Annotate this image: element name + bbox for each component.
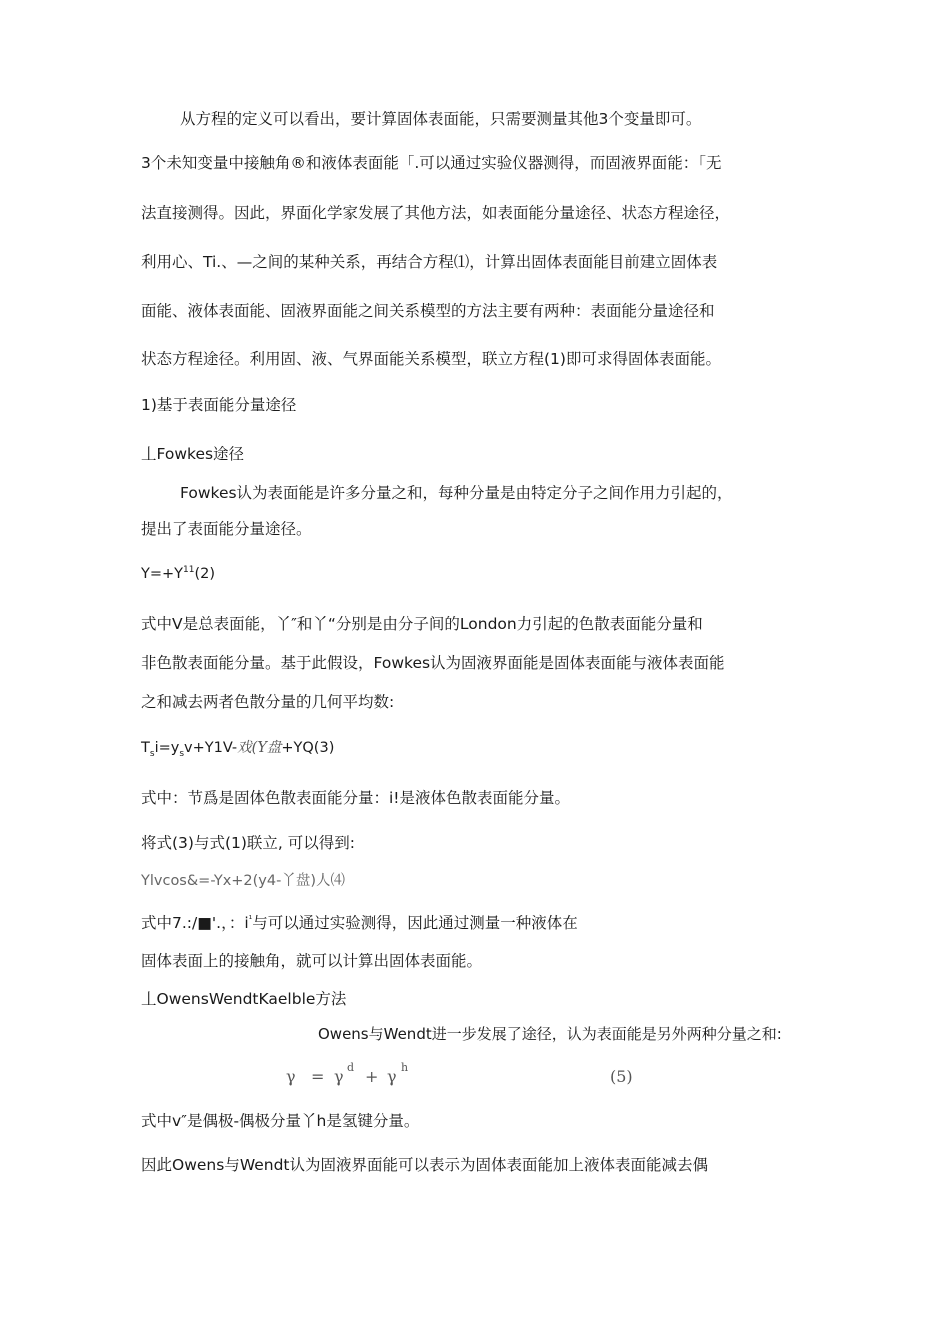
paragraph-line: 式中v″是偶极-偶极分量丫h是氢键分量。 xyxy=(141,1112,420,1130)
paragraph-line: 非色散表面能分量。基于此假设，Fowkes认为固液界面能是固体表面能与液体表面能 xyxy=(141,654,725,672)
paragraph-line: 固体表面上的接触角，就可以计算出固体表面能。 xyxy=(141,952,483,970)
paragraph-line: 之和减去两者色散分量的几何平均数: xyxy=(141,693,395,711)
paragraph-line: 因此Owens与Wendt认为固液界面能可以表示为固体表面能加上液体表面能减去偶 xyxy=(141,1156,709,1174)
paragraph-line: 式中V是总表面能，丫″和丫“分别是由分子间的London力引起的色散表面能分量和 xyxy=(141,615,703,633)
paragraph-line: 利用心、Ti.、—之间的某种关系，再结合方程⑴，计算出固体表面能目前建立固体表 xyxy=(141,253,718,271)
equation-4: Ylvcos&=-Yx+2(y4-丫盘)人⑷ xyxy=(141,873,345,889)
paragraph-line: 面能、液体表面能、固液界面能之间关系模型的方法主要有两种：表面能分量途径和 xyxy=(141,302,715,320)
equation-2: $Y=+Y^{11}(2)$ xyxy=(141,565,216,582)
section-heading: 1)基于表面能分量途径 xyxy=(141,396,297,414)
paragraph-line: 法直接测得。因此，界面化学家发展了其他方法，如表面能分量途径、状态方程途径， xyxy=(141,204,731,222)
subsection-heading: 丄Fowkes途径 xyxy=(141,445,245,463)
paragraph-line: 提出了表面能分量途径。 xyxy=(141,520,312,538)
paragraph-line: 将式(3)与式(1)联立, 可以得到: xyxy=(141,834,355,852)
paragraph-line: 从方程的定义可以看出，要计算固体表面能，只需要测量其他3个变量即可。 xyxy=(180,110,702,128)
equation-3: $T_si=y_sv+Y1V-$戏(Y盘+YQ(3) xyxy=(141,740,335,759)
paragraph-block: Owens与Wendt进一步发展了途径，认为表面能是另外两种分量之和: xyxy=(318,1025,782,1043)
paragraph-line: 式中7.:/■'.，：$i^{^1}$与可以通过实验测得，因此通过测量一种液体在 xyxy=(141,914,578,932)
paragraph-line: 3个未知变量中接触角®和液体表面能「.可以通过实验仪器测得，而固液界面能：「无 xyxy=(141,154,722,172)
subsection-heading: 丄OwensWendtKaelble方法 xyxy=(141,990,347,1008)
paragraph-line: 状态方程途径。利用固、液、气界面能关系模型，联立方程(1)即可求得固体表面能。 xyxy=(141,350,721,368)
paragraph-line: 式中：节爲是固体色散表面能分量：i!是液体色散表面能分量。 xyxy=(141,789,571,807)
paragraph-line: Fowkes认为表面能是许多分量之和，每种分量是由特定分子之间作用力引起的， xyxy=(180,484,733,502)
